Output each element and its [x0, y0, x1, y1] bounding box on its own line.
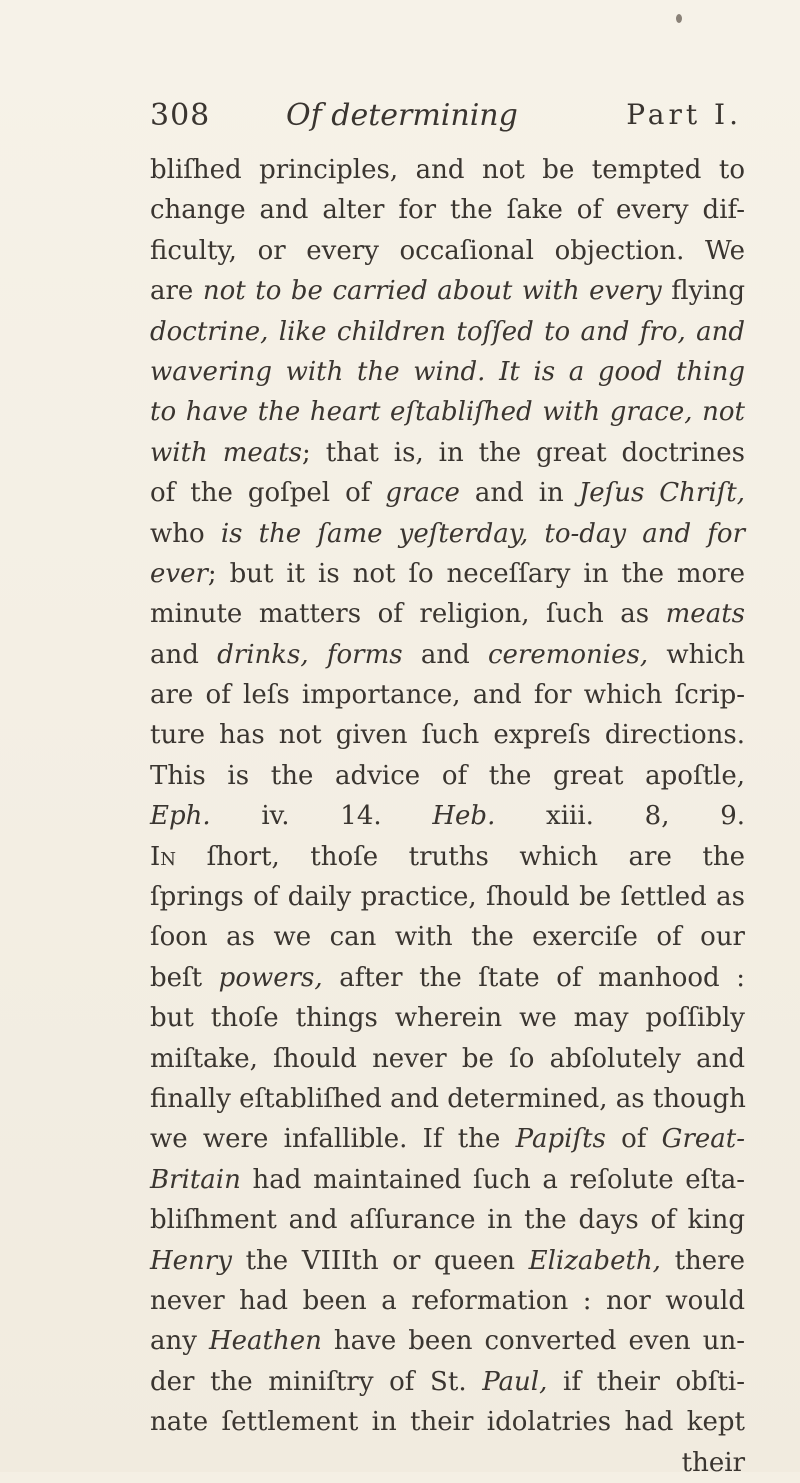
text-span: In — [150, 841, 177, 872]
text-span: This is the advice of the great apoſtle, — [150, 760, 745, 791]
text-span: bliſhment and aſſurance in the days of king — [150, 1205, 745, 1236]
text-span: and in — [459, 478, 579, 509]
italic-span: ever — [150, 558, 208, 589]
text-line — [150, 756, 745, 796]
text-line — [150, 1241, 745, 1281]
italic-span: Papiſts — [515, 1124, 606, 1155]
text-span: but thoſe things wherein we may poſſibly — [150, 1003, 745, 1034]
text-line — [150, 473, 745, 513]
text-line — [150, 433, 745, 473]
italic-span: with meats — [150, 437, 303, 468]
italic-span: Heb. — [432, 801, 496, 832]
italic-span: Henry — [150, 1245, 232, 1276]
page-number: 308 — [150, 98, 211, 133]
text-span: any — [150, 1326, 209, 1357]
italic-span: ceremonies, — [487, 639, 649, 670]
text-line — [150, 675, 745, 715]
text-line — [150, 1039, 745, 1079]
italic-span: drinks, forms — [217, 639, 403, 670]
text-span: of the goſpel of — [150, 478, 386, 509]
italic-span: Britain — [150, 1164, 241, 1195]
italic-span: doctrine, like children toſſed to and fro, and — [150, 316, 745, 347]
text-line — [150, 1362, 745, 1402]
text-line — [150, 917, 745, 957]
text-line — [150, 796, 745, 836]
text-span: had maintained ſuch a reſolute eſta- — [240, 1164, 745, 1195]
text-line — [150, 1160, 745, 1200]
text-line — [150, 837, 745, 877]
italic-span: Jeſus Chriſt, — [578, 478, 745, 509]
text-span: ſoon as we can with the exerciſe of our — [150, 922, 745, 953]
text-span: if their obſti- — [547, 1366, 745, 1397]
text-span: beſt — [150, 962, 219, 993]
italic-span: not to be carried about with every — [202, 276, 662, 307]
text-span: ſprings of daily practice, ſhould be ſettled as — [150, 882, 745, 913]
italic-span: is the ſame yeſterday, to-day and for — [220, 518, 746, 549]
text-span: der the miniſtry of St. — [150, 1366, 483, 1397]
text-span: minute matters of religion, ſuch as — [150, 599, 666, 630]
italic-span: grace — [385, 478, 460, 509]
text-span: after the ſtate of manhood : — [322, 962, 745, 993]
text-line — [150, 1119, 745, 1159]
text-line — [150, 392, 745, 432]
text-line — [150, 514, 745, 554]
text-span: ; but it is not ſo neceſſary in the more — [207, 558, 745, 589]
italic-span: Elizabeth, — [528, 1245, 661, 1276]
italic-span: wavering with the wind. It is a good thing — [150, 356, 745, 387]
text-span: are of leſs importance, and for which ſcrip- — [150, 680, 745, 711]
text-span: ficulty, or every occaſional objection. We — [150, 235, 745, 266]
italic-span: powers, — [218, 962, 323, 993]
text-span: ſhort, thoſe truths which are the — [176, 841, 745, 872]
text-line — [150, 271, 745, 311]
text-line — [150, 1079, 745, 1119]
text-span: never had been a reformation : nor would — [150, 1285, 745, 1316]
text-line — [150, 1200, 745, 1240]
text-line — [150, 877, 745, 917]
italic-span: Heathen — [208, 1326, 322, 1357]
text-line — [150, 998, 745, 1038]
text-span: change and alter for the ſake of every dif- — [150, 195, 745, 226]
text-line — [150, 594, 745, 634]
text-span: which — [648, 639, 745, 670]
italic-span: meats — [665, 599, 745, 630]
text-span: flying — [661, 276, 745, 307]
text-line — [150, 352, 745, 392]
text-span: we were infallible. If the — [150, 1124, 516, 1155]
text-span: ture has not given ſuch expreſs directions. — [150, 720, 745, 751]
text-line — [150, 1402, 745, 1442]
running-title: Of determining — [286, 98, 518, 133]
text-span: have been converted even un- — [321, 1326, 745, 1357]
text-line — [150, 554, 745, 594]
italic-span: Eph. — [150, 801, 211, 832]
text-line — [150, 958, 745, 998]
text-span: miſtake, ſhould never be ſo abſolutely and — [150, 1043, 745, 1074]
text-span: nate ſettlement in their idolatries had kept — [150, 1407, 745, 1438]
italic-span: Great- — [661, 1124, 745, 1155]
text-line — [150, 715, 745, 755]
text-line — [150, 312, 745, 352]
italic-span: Paul, — [482, 1366, 548, 1397]
text-span: of — [605, 1124, 662, 1155]
text-line — [150, 1281, 745, 1321]
text-line — [150, 1443, 745, 1483]
text-span: there — [660, 1245, 745, 1276]
text-line — [150, 190, 745, 230]
text-span: are — [150, 276, 203, 307]
text-span: finally eſtabliſhed and determined, as though — [150, 1083, 746, 1114]
text-span: their — [681, 1447, 745, 1478]
text-span: and — [402, 639, 488, 670]
text-line — [150, 150, 745, 190]
ink-spot — [676, 14, 682, 23]
text-line — [150, 231, 745, 271]
text-span: and — [150, 639, 218, 670]
italic-span: to have the heart eſtabliſhed with grace, not — [150, 397, 745, 428]
text-line — [150, 635, 745, 675]
text-span: the VIIIth or queen — [231, 1245, 529, 1276]
text-span: ; that is, in the great doctrines — [302, 437, 745, 468]
text-line — [150, 1321, 745, 1361]
running-head — [150, 98, 750, 142]
text-span: iv. 14. — [210, 801, 433, 832]
part-label: Part I. — [626, 98, 742, 131]
body-text — [150, 150, 745, 1483]
text-span: who — [150, 518, 221, 549]
text-span: xiii. 8, 9. — [495, 801, 746, 832]
text-span: bliſhed principles, and not be tempted to — [150, 155, 745, 185]
